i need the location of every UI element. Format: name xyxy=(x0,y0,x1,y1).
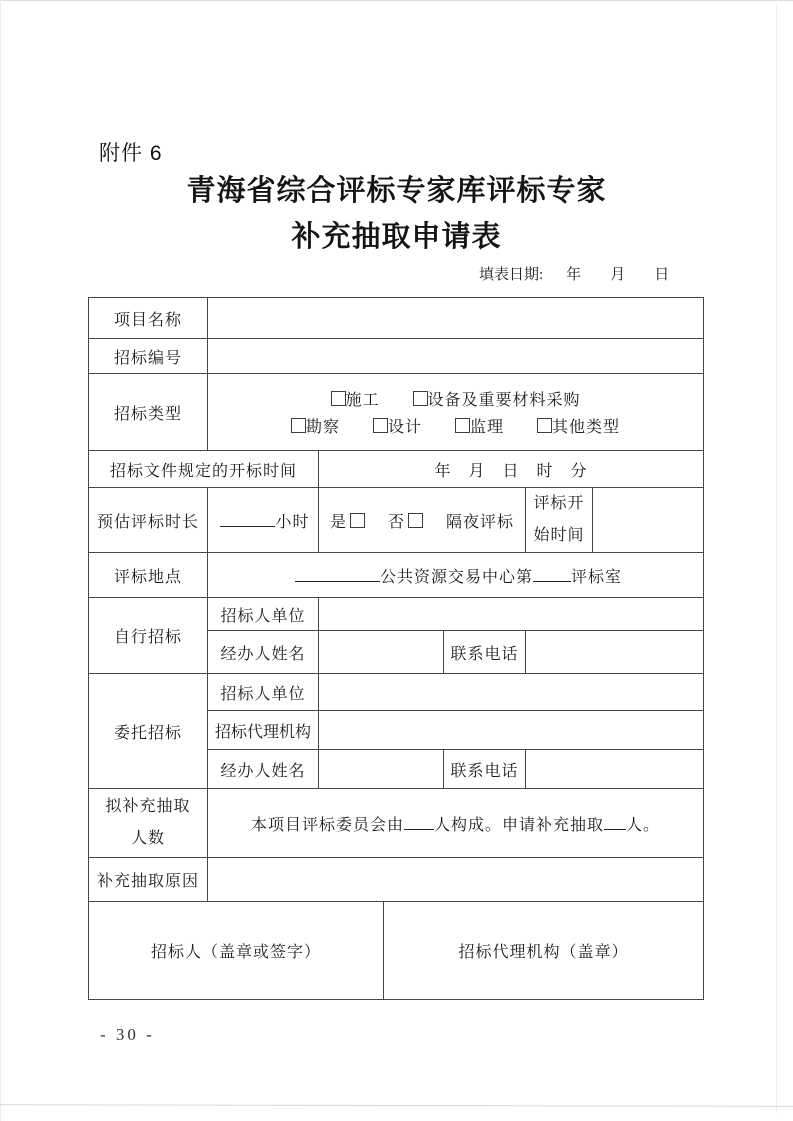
checkbox-icon xyxy=(373,418,388,433)
entrust-phone-value-cell xyxy=(526,750,704,789)
fill-date-label: 填表日期: xyxy=(479,267,544,283)
row-reason xyxy=(89,858,704,902)
row-duration xyxy=(89,488,704,553)
bid-type-option-label: 施工 xyxy=(345,392,380,409)
start-time-value-cell xyxy=(593,488,704,553)
fill-blank-underline xyxy=(533,567,571,582)
row-signatures xyxy=(89,902,704,1000)
checkbox-icon xyxy=(350,513,365,528)
bid-type-label: 招标类型 xyxy=(89,374,208,451)
bid-type-option xyxy=(537,419,620,436)
reason-label: 补充抽取原因 xyxy=(89,858,208,902)
bid-type-option xyxy=(413,392,581,409)
overnight-label: 隔夜评标 xyxy=(446,513,515,531)
bid-type-option-label: 勘察 xyxy=(306,419,341,436)
entrust-unit-value-cell xyxy=(319,674,704,711)
bid-number-label: 招标编号 xyxy=(89,339,208,374)
checkbox-icon xyxy=(291,418,306,433)
supplement-text-part3: 人。 xyxy=(626,816,661,834)
supplement-text-part2: 人构成。申请补充抽取 xyxy=(434,816,605,834)
location-label: 评标地点 xyxy=(89,553,208,598)
duration-value-cell xyxy=(208,488,319,553)
self-bid-unit-value-cell xyxy=(319,598,704,631)
start-time-label-line1: 评标开 xyxy=(533,495,585,512)
location-value-cell xyxy=(208,553,704,598)
reason-value-cell xyxy=(208,858,704,902)
fill-blank-underline xyxy=(604,815,626,830)
open-time-value-cell: 年 月 日 时 分 xyxy=(319,451,704,488)
bid-type-option xyxy=(455,419,504,436)
supplement-count-label-line2: 人数 xyxy=(130,830,165,847)
bid-type-options-line2 xyxy=(208,414,703,437)
self-bid-label: 自行招标 xyxy=(89,598,208,674)
bid-type-option xyxy=(331,392,380,409)
start-time-label xyxy=(526,488,593,553)
attachment-label: 附件 6 xyxy=(99,142,163,165)
overnight-yes-label: 是 xyxy=(329,513,347,531)
row-bid-type xyxy=(89,374,704,451)
entrust-unit-label: 招标人单位 xyxy=(208,674,319,711)
self-bid-handler-value-cell xyxy=(319,631,444,674)
duration-unit-label: 小时 xyxy=(275,513,310,531)
supplement-count-label xyxy=(89,789,208,858)
bid-type-options-line1 xyxy=(208,387,703,410)
fill-blank-underline xyxy=(295,567,380,582)
entrust-handler-value-cell xyxy=(319,750,444,789)
row-project-name xyxy=(89,298,704,339)
date-year-label: 年 xyxy=(566,267,582,283)
fill-blank-underline xyxy=(404,815,434,830)
entrust-phone-label: 联系电话 xyxy=(444,750,526,789)
open-time-label: 招标文件规定的开标时间 xyxy=(89,451,319,488)
self-bid-handler-label: 经办人姓名 xyxy=(208,631,319,674)
bid-type-option-label: 其他类型 xyxy=(552,419,621,436)
start-time-label-line2: 始时间 xyxy=(533,527,585,544)
page-title-line1: 青海省综合评标专家库评标专家 xyxy=(186,175,607,207)
self-bid-unit-label: 招标人单位 xyxy=(208,598,319,631)
overnight-no-label: 否 xyxy=(387,513,405,531)
entrust-agency-label: 招标代理机构 xyxy=(208,711,319,750)
supplement-text-part1: 本项目评标委员会由 xyxy=(251,816,405,834)
page-number: - 30 - xyxy=(100,1025,155,1044)
checkbox-icon xyxy=(413,391,428,406)
supplement-count-text-cell xyxy=(208,789,704,858)
fill-date-line xyxy=(479,263,669,284)
bidder-signature-cell: 招标人（盖章或签字） xyxy=(89,902,384,1000)
entrust-agency-value-cell xyxy=(319,711,704,750)
bid-type-option xyxy=(373,419,422,436)
bid-type-option-label: 设备及重要材料采购 xyxy=(427,392,581,409)
checkbox-icon xyxy=(408,513,423,528)
page-title xyxy=(0,168,793,260)
self-bid-phone-label: 联系电话 xyxy=(444,631,526,674)
row-entrust-unit xyxy=(89,674,704,711)
page-title-line2: 补充抽取申请表 xyxy=(291,221,502,253)
bid-type-option xyxy=(291,419,340,436)
date-month-label: 月 xyxy=(610,267,626,283)
checkbox-icon xyxy=(331,391,346,406)
checkbox-icon xyxy=(455,418,470,433)
supplement-count-label-line1: 拟补充抽取 xyxy=(105,798,191,815)
row-supplement-count xyxy=(89,789,704,858)
row-self-bid-unit xyxy=(89,598,704,631)
entrust-handler-label: 经办人姓名 xyxy=(208,750,319,789)
self-bid-phone-value-cell xyxy=(526,631,704,674)
location-center-label: 公共资源交易中心第 xyxy=(380,568,534,586)
location-room-label: 评标室 xyxy=(571,568,623,586)
entrust-bid-label: 委托招标 xyxy=(89,674,208,789)
bid-type-options-cell xyxy=(208,374,704,451)
row-bid-number xyxy=(89,339,704,374)
row-open-time xyxy=(89,451,704,488)
duration-label: 预估评标时长 xyxy=(89,488,208,553)
fill-blank-underline xyxy=(220,512,275,527)
bid-type-option-label: 监理 xyxy=(470,419,505,436)
scan-edge-artifact xyxy=(0,0,793,1)
agency-signature-cell: 招标代理机构（盖章） xyxy=(384,902,704,1000)
application-form-table xyxy=(88,297,704,1000)
scan-edge-artifact xyxy=(0,1104,793,1107)
checkbox-icon xyxy=(537,418,552,433)
date-day-label: 日 xyxy=(654,267,670,283)
overnight-cell xyxy=(319,488,526,553)
row-location xyxy=(89,553,704,598)
bid-type-option-label: 设计 xyxy=(388,419,423,436)
project-name-value-cell xyxy=(208,298,704,339)
project-name-label: 项目名称 xyxy=(89,298,208,339)
bid-number-value-cell xyxy=(208,339,704,374)
